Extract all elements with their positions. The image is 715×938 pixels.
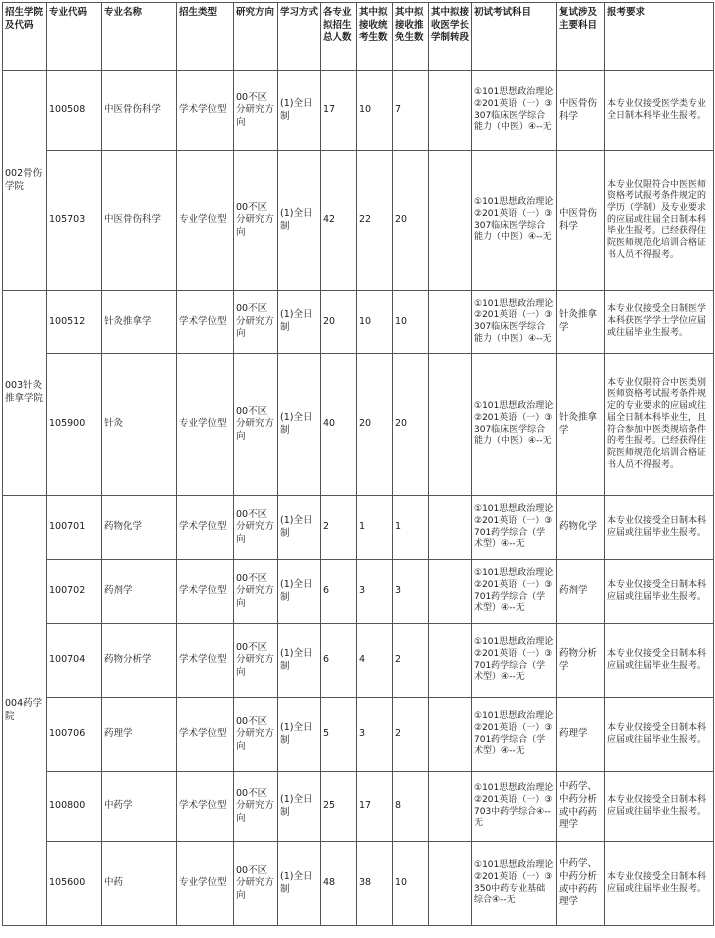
major-name-cell: 针灸推拿学 [102,291,177,354]
study-mode-cell: (1)全日制 [278,496,321,560]
table-row [3,496,714,560]
enrollment-type-cell: 学术学位型 [177,624,234,698]
long-program-quota-cell [429,496,472,560]
exam-quota-cell: 38 [357,842,393,926]
enrollment-type-cell: 专业学位型 [177,151,234,291]
recommend-quota-cell: 3 [393,560,429,624]
long-program-quota-cell [429,698,472,772]
application-requirement-cell: 本专业仅接受全日制本科应届或往届毕业生报考。 [605,560,714,624]
major-code-cell: 100701 [47,496,102,560]
study-mode-cell: (1)全日制 [278,698,321,772]
column-header: 其中拟接收推免生数 [393,3,429,71]
study-mode-cell: (1)全日制 [278,772,321,842]
application-requirement-cell: 本专业仅接受医学类专业全日制本科毕业生报考。 [605,71,714,151]
column-header: 专业名称 [102,3,177,71]
recommend-quota-cell: 10 [393,291,429,354]
recommend-quota-cell: 20 [393,354,429,496]
major-name-cell: 药物化学 [102,496,177,560]
total-quota-cell: 5 [321,698,357,772]
major-name-cell: 药剂学 [102,560,177,624]
exam-subjects-cell: ①101思想政治理论②201英语（一）③701药学综合（学术型）④--无 [472,560,557,624]
total-quota-cell: 48 [321,842,357,926]
table-row [3,151,714,291]
recommend-quota-cell: 8 [393,772,429,842]
table-row [3,624,714,698]
research-direction-cell: 00不区分研究方向 [234,496,278,560]
research-direction-cell: 00不区分研究方向 [234,772,278,842]
study-mode-cell: (1)全日制 [278,624,321,698]
research-direction-cell: 00不区分研究方向 [234,291,278,354]
major-code-cell: 100508 [47,71,102,151]
recommend-quota-cell: 2 [393,698,429,772]
exam-subjects-cell: ①101思想政治理论②201英语（一）③307临床医学综合能力（中医）④--无 [472,71,557,151]
exam-subjects-cell: ①101思想政治理论②201英语（一）③307临床医学综合能力（中医）④--无 [472,291,557,354]
research-direction-cell: 00不区分研究方向 [234,151,278,291]
long-program-quota-cell [429,624,472,698]
total-quota-cell: 25 [321,772,357,842]
major-name-cell: 药物分析学 [102,624,177,698]
research-direction-cell: 00不区分研究方向 [234,842,278,926]
admission-table-container [2,2,714,926]
study-mode-cell: (1)全日制 [278,291,321,354]
retest-subjects-cell: 针灸推拿学 [557,291,605,354]
enrollment-type-cell: 学术学位型 [177,772,234,842]
retest-subjects-cell: 中药学、中药分析或中药药理学 [557,842,605,926]
major-code-cell: 100706 [47,698,102,772]
exam-subjects-cell: ①101思想政治理论②201英语（一）③701药学综合（学术型）④--无 [472,698,557,772]
major-code-cell: 100704 [47,624,102,698]
study-mode-cell: (1)全日制 [278,842,321,926]
column-header: 招生类型 [177,3,234,71]
column-header: 初试考试科目 [472,3,557,71]
application-requirement-cell: 本专业仅限符合中医医师资格考试报考条件规定的学历（学制）及专业要求的应届或往届全日制本科毕业生报考。已经获得住院医师规范化培训合格证书人员不得报考。 [605,151,714,291]
major-name-cell: 中药学 [102,772,177,842]
total-quota-cell: 17 [321,71,357,151]
total-quota-cell: 6 [321,624,357,698]
college-cell: 003针灸推拿学院 [3,291,47,496]
enrollment-type-cell: 学术学位型 [177,560,234,624]
enrollment-type-cell: 学术学位型 [177,71,234,151]
enrollment-type-cell: 学术学位型 [177,496,234,560]
major-code-cell: 105900 [47,354,102,496]
major-name-cell: 针灸 [102,354,177,496]
exam-quota-cell: 3 [357,560,393,624]
exam-subjects-cell: ①101思想政治理论②201英语（一）③307临床医学综合能力（中医）④--无 [472,151,557,291]
total-quota-cell: 20 [321,291,357,354]
table-row [3,698,714,772]
retest-subjects-cell: 药理学 [557,698,605,772]
column-header: 复试涉及主要科目 [557,3,605,71]
total-quota-cell: 40 [321,354,357,496]
column-header: 其中拟接收医学长学制转段 [429,3,472,71]
study-mode-cell: (1)全日制 [278,560,321,624]
exam-quota-cell: 4 [357,624,393,698]
exam-quota-cell: 10 [357,291,393,354]
exam-subjects-cell: ①101思想政治理论②201英语（一）③307临床医学综合能力（中医）④--无 [472,354,557,496]
total-quota-cell: 2 [321,496,357,560]
recommend-quota-cell: 7 [393,71,429,151]
enrollment-type-cell: 学术学位型 [177,698,234,772]
retest-subjects-cell: 中药学、中药分析或中药药理学 [557,772,605,842]
exam-subjects-cell: ①101思想政治理论②201英语（一）③350中药专业基础综合④--无 [472,842,557,926]
exam-subjects-cell: ①101思想政治理论②201英语（一）③701药学综合（学术型）④--无 [472,496,557,560]
recommend-quota-cell: 20 [393,151,429,291]
college-cell: 004药学院 [3,496,47,926]
long-program-quota-cell [429,291,472,354]
total-quota-cell: 42 [321,151,357,291]
table-row [3,842,714,926]
major-code-cell: 105600 [47,842,102,926]
application-requirement-cell: 本专业仅接受全日制本科应届或往届毕业生报考。 [605,698,714,772]
major-name-cell: 中药 [102,842,177,926]
major-code-cell: 100512 [47,291,102,354]
exam-quota-cell: 17 [357,772,393,842]
research-direction-cell: 00不区分研究方向 [234,560,278,624]
retest-subjects-cell: 药物分析学 [557,624,605,698]
exam-subjects-cell: ①101思想政治理论②201英语（一）③703中药学综合④--无 [472,772,557,842]
research-direction-cell: 00不区分研究方向 [234,71,278,151]
table-row [3,71,714,151]
column-header: 报考要求 [605,3,714,71]
exam-subjects-cell: ①101思想政治理论②201英语（一）③701药学综合（学术型）④--无 [472,624,557,698]
research-direction-cell: 00不区分研究方向 [234,624,278,698]
exam-quota-cell: 3 [357,698,393,772]
long-program-quota-cell [429,772,472,842]
column-header: 学习方式 [278,3,321,71]
major-code-cell: 105703 [47,151,102,291]
long-program-quota-cell [429,71,472,151]
research-direction-cell: 00不区分研究方向 [234,354,278,496]
column-header: 各专业拟招生总人数 [321,3,357,71]
application-requirement-cell: 本专业仅接受全日制本科应届或往届毕业生报考。 [605,772,714,842]
exam-quota-cell: 10 [357,71,393,151]
enrollment-type-cell: 专业学位型 [177,354,234,496]
long-program-quota-cell [429,354,472,496]
major-code-cell: 100702 [47,560,102,624]
retest-subjects-cell: 针灸推拿学 [557,354,605,496]
header-row [3,3,714,71]
long-program-quota-cell [429,560,472,624]
column-header: 招生学院及代码 [3,3,47,71]
exam-quota-cell: 20 [357,354,393,496]
retest-subjects-cell: 中医骨伤科学 [557,151,605,291]
research-direction-cell: 00不区分研究方向 [234,698,278,772]
major-name-cell: 药理学 [102,698,177,772]
long-program-quota-cell [429,842,472,926]
recommend-quota-cell: 1 [393,496,429,560]
study-mode-cell: (1)全日制 [278,71,321,151]
major-code-cell: 100800 [47,772,102,842]
college-cell: 002骨伤学院 [3,71,47,291]
table-row [3,354,714,496]
total-quota-cell: 6 [321,560,357,624]
enrollment-type-cell: 学术学位型 [177,291,234,354]
column-header: 专业代码 [47,3,102,71]
application-requirement-cell: 本专业仅接受全日制本科应届或往届毕业生报考。 [605,624,714,698]
application-requirement-cell: 本专业仅接受全日制本科应届或往届毕业生报考。 [605,842,714,926]
major-name-cell: 中医骨伤科学 [102,151,177,291]
long-program-quota-cell [429,151,472,291]
table-row [3,560,714,624]
retest-subjects-cell: 药物化学 [557,496,605,560]
recommend-quota-cell: 2 [393,624,429,698]
recommend-quota-cell: 10 [393,842,429,926]
column-header: 研究方向 [234,3,278,71]
application-requirement-cell: 本专业仅接受全日制本科应届或往届毕业生报考。 [605,496,714,560]
admission-table [2,2,714,926]
application-requirement-cell: 本专业仅接受全日制医学本科获医学学士学位应届或往届毕业生报考。 [605,291,714,354]
column-header: 其中拟接收统考生数 [357,3,393,71]
exam-quota-cell: 22 [357,151,393,291]
study-mode-cell: (1)全日制 [278,354,321,496]
table-body [3,71,714,926]
exam-quota-cell: 1 [357,496,393,560]
study-mode-cell: (1)全日制 [278,151,321,291]
retest-subjects-cell: 中医骨伤科学 [557,71,605,151]
table-row [3,772,714,842]
enrollment-type-cell: 专业学位型 [177,842,234,926]
retest-subjects-cell: 药剂学 [557,560,605,624]
major-name-cell: 中医骨伤科学 [102,71,177,151]
application-requirement-cell: 本专业仅限符合中医类别医师资格考试报考条件规定的专业要求的应届或往届全日制本科毕业生，且符合参加中医类规培条件的考生报考。已经获得住院医师规范化培训合格证书人员不得报考。 [605,354,714,496]
table-row [3,291,714,354]
